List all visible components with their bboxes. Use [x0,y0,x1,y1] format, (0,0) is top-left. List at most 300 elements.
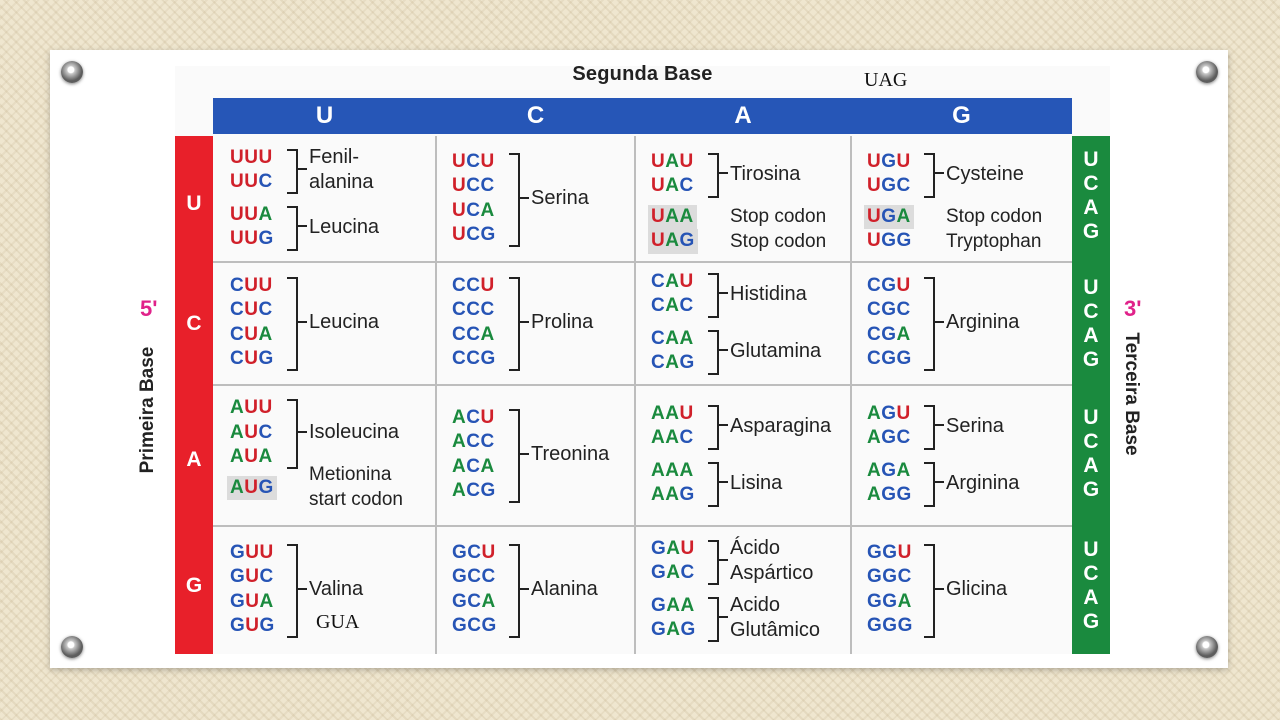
nucleotide: G [452,590,468,612]
nucleotide: C [230,299,245,320]
codon [864,541,915,566]
nucleotide: A [867,427,882,448]
nucleotide: C [452,299,467,320]
table-title: Segunda Base [572,63,713,85]
nucleotide: G [881,323,897,345]
nucleotide: A [896,323,911,345]
nucleotide: A [680,594,695,616]
amino-acid-line: Lisina [730,471,783,494]
nucleotide: G [680,619,696,640]
three-prime-label: 3' [1124,296,1142,321]
group-bracket-tick [719,349,728,351]
amino-acid-label [730,414,831,439]
nucleotide: U [245,566,260,587]
codon [648,537,698,562]
nucleotide: A [665,459,680,481]
nucleotide: U [480,150,495,172]
nucleotide: C [466,199,481,221]
nucleotide: U [230,146,245,168]
group-bracket [509,409,520,503]
nucleotide: C [480,175,495,196]
nucleotide: C [867,348,882,369]
group-bracket-tick [520,588,529,590]
group-bracket [924,277,935,371]
codon [648,618,699,643]
nucleotide: A [665,205,680,227]
group-bracket [708,405,719,450]
second-base-a: A [734,102,752,129]
nucleotide: C [466,348,481,369]
third-base-bar [1072,136,1110,654]
amino-acid-line: Asparagina [730,414,832,437]
codon-cell [213,136,435,261]
codon [449,430,498,455]
nucleotide: U [258,397,273,418]
nucleotide: U [896,402,911,424]
codon [864,298,914,323]
nucleotide: G [881,459,897,481]
nucleotide: U [867,230,882,251]
nucleotide: U [244,348,259,369]
nucleotide: G [230,566,246,587]
nucleotide: G [230,615,246,636]
group-bracket-tick [520,453,529,455]
amino-acid-label [946,414,1004,439]
group-bracket-tick [520,321,529,323]
amino-acid-label [946,310,1019,335]
nucleotide: U [258,146,273,168]
nucleotide: U [679,402,694,424]
nucleotide: A [480,199,495,221]
amino-acid-label [309,577,363,602]
nucleotide: G [452,566,468,587]
nucleotide: U [680,537,695,559]
nucleotide: U [452,224,467,245]
codon [864,274,914,299]
codon [449,565,499,590]
codon [227,274,276,299]
nucleotide: G [867,590,883,612]
codon [648,270,697,295]
nucleotide: U [651,205,666,227]
nucleotide: C [452,323,467,345]
nucleotide: C [466,431,481,452]
amino-acid-line: Ácido [730,537,781,559]
pin-icon-bottom-left [61,636,83,658]
nucleotide: U [230,228,245,249]
nucleotide: G [882,615,898,636]
nucleotide: A [230,446,245,467]
nucleotide: G [896,230,912,251]
nucleotide: G [259,615,275,636]
nucleotide: U [480,406,495,428]
nucleotide: A [679,205,694,227]
nucleotide: G [651,619,667,640]
nucleotide: U [244,323,259,345]
group-bracket-tick [298,321,307,323]
nucleotide: A [452,455,467,477]
amino-acid-line: Serina [531,187,589,209]
nucleotide: C [896,299,911,320]
codon [648,426,697,451]
nucleotide: A [665,427,680,448]
nucleotide: C [466,480,481,501]
group-bracket [509,277,520,371]
nucleotide: G [881,299,897,320]
third-base-letter: U [1083,276,1099,299]
nucleotide: G [230,590,246,612]
group-bracket [509,544,520,638]
codon [449,455,498,480]
codon-cell [850,384,1072,525]
amino-acid-label [309,310,379,335]
codon [648,594,698,619]
amino-acid-line: Tryptophan [946,230,1042,252]
nucleotide: A [651,402,666,424]
nucleotide: G [480,480,496,501]
first-base-c: C [186,312,202,335]
nucleotide: C [651,295,666,316]
nucleotide: U [896,274,911,296]
nucleotide: A [258,203,273,225]
group-bracket [287,399,298,469]
codon [449,150,498,175]
nucleotide: A [665,230,680,251]
codon-cell [213,261,435,384]
nucleotide: U [867,175,882,196]
amino-acid-label [730,593,820,643]
amino-acid-label [946,229,1041,254]
codon [864,205,914,230]
nucleotide: A [679,459,694,481]
nucleotide: C [680,562,695,583]
amino-acid-line: Arginina [946,471,1020,494]
nucleotide: A [230,397,245,418]
nucleotide: A [665,175,680,196]
codon [864,459,914,484]
nucleotide: A [665,352,680,373]
codon [864,426,914,451]
nucleotide: A [230,476,245,498]
group-bracket-tick [719,172,728,174]
codon [648,561,698,586]
nucleotide: G [881,230,897,251]
third-base-letter: U [1083,406,1099,429]
nucleotide: G [481,615,497,636]
nucleotide: G [258,348,274,369]
codon-grid [213,136,1072,654]
nucleotide: U [244,274,259,296]
nucleotide: U [259,541,274,563]
nucleotide: G [881,484,897,505]
group-bracket-tick [298,588,307,590]
codon [449,199,498,224]
amino-acid-label [531,310,593,335]
group-bracket-tick [719,424,728,426]
five-prime-label: 5' [140,296,158,321]
nucleotide: U [452,150,467,172]
nucleotide: G [480,348,496,369]
codon [864,590,915,615]
amino-acid-line: Leucina [309,215,380,238]
amino-acid-line: Metionina [309,463,392,485]
nucleotide: C [896,427,911,448]
nucleotide: A [897,590,912,612]
nucleotide: U [245,590,260,612]
nucleotide: C [259,566,274,587]
nucleotide: U [679,270,694,292]
nucleotide: A [867,402,882,424]
amino-acid-line: Serina [946,414,1004,437]
group-bracket-tick [719,292,728,294]
nucleotide: G [651,562,667,583]
nucleotide: C [897,566,912,587]
first-base-bar [175,136,213,654]
nucleotide: C [679,427,694,448]
codon [648,483,698,508]
pin-icon-bottom-right [1196,636,1218,658]
nucleotide: G [881,274,897,296]
nucleotide: G [881,150,897,172]
codon-cell [634,136,850,261]
nucleotide: C [651,270,666,292]
codon [227,476,277,501]
codon-cell [634,384,850,525]
codon [449,298,498,323]
nucleotide: C [466,274,481,296]
nucleotide: C [467,615,482,636]
codon [227,146,276,171]
nucleotide: A [665,270,680,292]
nucleotide: G [452,615,468,636]
nucleotide: C [466,455,481,477]
codon [449,274,498,299]
amino-acid-line: alanina [309,171,374,193]
codon [449,614,500,639]
nucleotide: A [666,537,681,559]
nucleotide: U [481,541,496,563]
codon [449,479,499,504]
nucleotide: C [867,323,882,345]
amino-acid-line: Acido [730,594,781,616]
amino-acid-line: Tirosina [730,162,801,185]
nucleotide: G [881,175,897,196]
first-base-g: G [185,574,203,597]
nucleotide: U [230,171,245,192]
codon-cell [435,384,634,525]
nucleotide: U [244,421,259,443]
nucleotide: A [481,590,496,612]
nucleotide: C [867,299,882,320]
nucleotide: C [466,150,481,172]
amino-acid-label [730,471,782,496]
nucleotide: C [480,299,495,320]
codon-cell [850,136,1072,261]
nucleotide: C [651,352,666,373]
nucleotide: A [651,484,666,505]
group-bracket [924,462,935,507]
amino-acid-line: Glutâmico [730,619,821,641]
nucleotide: U [679,150,694,172]
nucleotide: U [651,175,666,196]
codon [227,396,276,421]
amino-acid-line: Prolina [531,311,594,333]
second-base-u: U [315,102,334,129]
codon-cell [850,525,1072,654]
amino-acid-label [730,229,826,254]
nucleotide: C [467,541,482,563]
codon-cell [435,261,634,384]
nucleotide: G [452,541,468,563]
group-bracket-tick [298,431,307,433]
nucleotide: C [466,299,481,320]
nucleotide: A [867,459,882,481]
group-bracket-tick [719,481,728,483]
nucleotide: G [881,402,897,424]
nucleotide: A [665,327,680,349]
group-bracket-tick [935,481,944,483]
codon [449,541,499,566]
codon [227,323,276,348]
nucleotide: U [244,228,259,249]
nucleotide: C [452,274,467,296]
nucleotide: A [665,484,680,505]
nucleotide: G [881,348,897,369]
nucleotide: U [651,150,666,172]
amino-acid-label [730,339,821,364]
group-bracket [708,153,719,198]
nucleotide: U [244,171,259,192]
codon [227,347,277,372]
nucleotide: C [896,175,911,196]
codon [449,223,499,248]
group-bracket [708,540,719,585]
nucleotide: C [679,175,694,196]
amino-acid-line: Stop codon [730,206,827,228]
nucleotide: C [467,590,482,612]
nucleotide: C [258,299,273,320]
nucleotide: C [258,171,273,192]
group-bracket [509,153,520,247]
third-base-group-g [1072,538,1110,634]
group-bracket [924,544,935,638]
nucleotide: U [245,615,260,636]
codon [227,203,276,228]
amino-acid-label [730,162,800,187]
amino-acid-line: Leucina [309,311,380,333]
nucleotide: C [466,406,481,428]
amino-acid-label [946,204,1042,229]
nucleotide: U [244,397,259,418]
nucleotide: U [244,446,259,467]
nucleotide: G [882,541,898,563]
codon [449,406,498,431]
amino-acid-label [946,577,1007,602]
group-bracket [287,544,298,638]
nucleotide: U [244,146,259,168]
nucleotide: U [244,203,259,225]
third-base-letter: A [1083,324,1099,347]
group-bracket-tick [298,225,307,227]
overlay-text-top: UAG [864,69,908,91]
codon [449,347,499,372]
nucleotide: A [452,431,467,452]
nucleotide: G [258,476,274,498]
amino-acid-line: Alanina [531,578,598,600]
nucleotide: G [679,352,695,373]
codon [449,590,499,615]
pin-icon-top-left [61,61,83,83]
group-bracket [924,405,935,450]
nucleotide: A [665,295,680,316]
nucleotide: C [651,327,666,349]
nucleotide: A [666,619,681,640]
group-bracket-tick [298,168,307,170]
nucleotide: G [882,566,898,587]
nucleotide: G [897,615,913,636]
codon-cell [213,384,435,525]
codon [648,174,697,199]
third-base-letter: U [1083,538,1099,561]
nucleotide: C [466,175,481,196]
nucleotide: A [259,590,274,612]
codon-cell [435,525,634,654]
codon [648,294,697,319]
nucleotide: G [651,537,667,559]
first-base-a: A [186,448,202,471]
amino-acid-line: Arginina [946,311,1020,333]
codon [648,327,697,352]
amino-acid-line: Treonina [531,443,610,465]
codon-cell [213,525,435,654]
nucleotide: A [896,205,911,227]
amino-acid-line: start codon [309,488,403,510]
nucleotide: A [651,459,666,481]
nucleotide: G [480,224,496,245]
nucleotide: A [452,406,467,428]
nucleotide: G [881,205,897,227]
codon [648,229,698,254]
pin-icon-top-right [1196,61,1218,83]
amino-acid-label [309,462,403,512]
nucleotide: C [452,348,467,369]
group-bracket-tick [719,559,728,561]
nucleotide: C [230,274,245,296]
amino-acid-line: Cysteine [946,162,1024,185]
group-bracket [287,149,298,194]
nucleotide: G [867,615,883,636]
nucleotide: A [665,402,680,424]
terceira-base-label: Terceira Base [1121,332,1142,456]
nucleotide: A [258,323,273,345]
third-base-letter: G [1082,610,1100,633]
third-base-letter: C [1083,562,1099,585]
nucleotide: G [258,228,274,249]
codon [449,174,498,199]
amino-acid-line: Valina [309,578,364,600]
nucleotide: G [867,566,883,587]
amino-acid-label [531,186,589,211]
third-base-letter: A [1083,586,1099,609]
codon [864,483,915,508]
third-base-letter: C [1083,300,1099,323]
nucleotide: U [867,205,882,227]
codon [864,174,914,199]
amino-acid-line: Stop codon [730,230,827,252]
amino-acid-label [531,442,609,467]
nucleotide: A [896,459,911,481]
nucleotide: G [881,427,897,448]
